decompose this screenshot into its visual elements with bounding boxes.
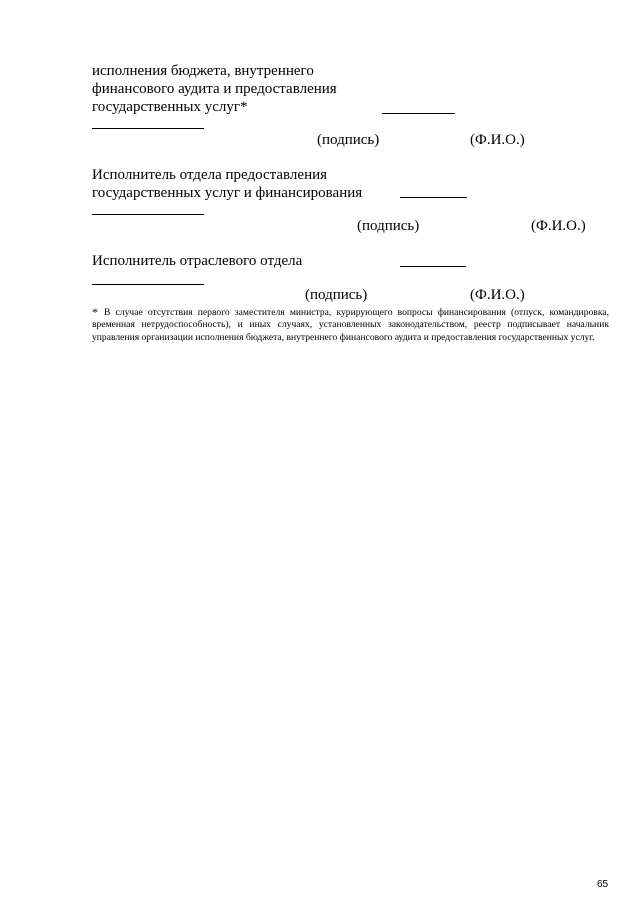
- block3-name-line: [92, 284, 204, 285]
- block2-name-line: [92, 214, 204, 215]
- block3-signature-line: [400, 266, 466, 267]
- block3-signature-caption: (подпись): [305, 287, 368, 303]
- block2-name-caption: (Ф.И.О.): [531, 218, 586, 234]
- block3-line-1: Исполнитель отраслевого отдела: [92, 253, 303, 269]
- block1-name-line: [92, 128, 204, 129]
- page-number: 65: [597, 879, 609, 890]
- block1-line-3: государственных услуг*: [92, 99, 248, 115]
- footnote-text: В случае отсутствия первого заместителя министра, курирующего вопросы финансирования (отпуск, командировка, временная нетрудоспособность), и иных случаях, установленных законодательством, реестр подписывает начальник управления организации исполнения бюджета, внутреннего финансового аудита и предоставления государственных услуг.: [92, 307, 609, 343]
- block1-line-1: исполнения бюджета, внутреннего: [92, 63, 314, 79]
- block3-name-caption: (Ф.И.О.): [470, 287, 525, 303]
- block1-signature-caption: (подпись): [317, 132, 380, 148]
- block2-line-2: государственных услуг и финансирования: [92, 185, 363, 201]
- block1-signature-line: [382, 113, 455, 114]
- block2-signature-line: [400, 197, 467, 198]
- block1-name-caption: (Ф.И.О.): [470, 132, 525, 148]
- block1-line-2: финансового аудита и предоставления: [92, 81, 337, 97]
- footnote: [92, 306, 609, 344]
- block2-line-1: Исполнитель отдела предоставления: [92, 167, 328, 183]
- block2-signature-caption: (подпись): [357, 218, 420, 234]
- footnote-marker: *: [92, 305, 98, 319]
